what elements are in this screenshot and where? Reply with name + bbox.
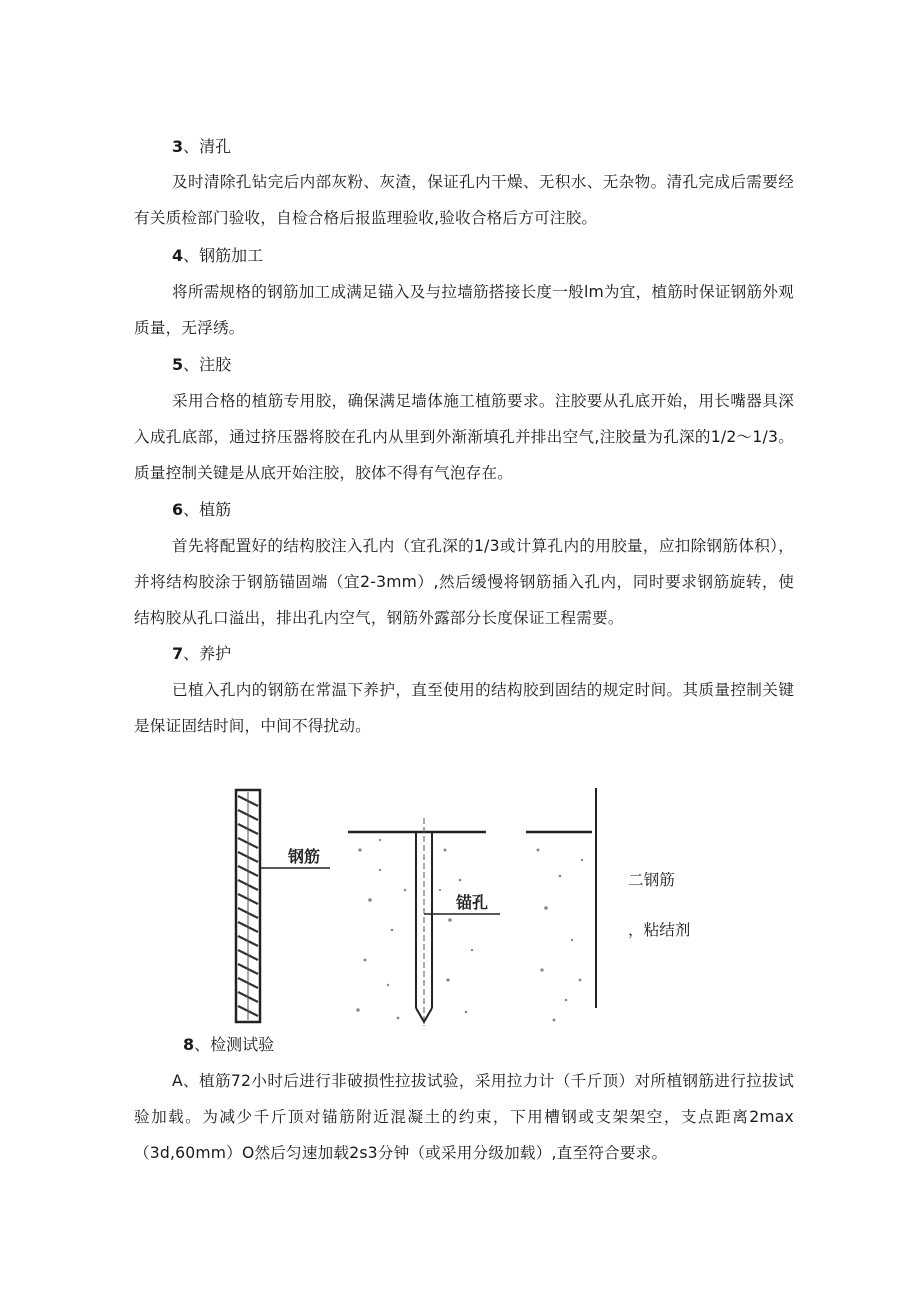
rebar-label: 钢筋 [288, 849, 321, 866]
section-6-text: 首先将配置好的结构胶注入孔内（宜孔深的1/3或计算孔内的用胶量，应扣除钢筋体积），并将结构胶涂于钢筋锚固端（宜2-3mm）,然后缓慢将钢筋插入孔内，同时要求钢筋旋转，使结构胶从孔口溢出，排出孔内空气，钢筋外露部分长度保证工程需要。 [134, 537, 794, 627]
section-3-text: 及时清除孔钻完后内部灰粉、灰渣，保证孔内干燥、无积水、无杂物。清孔完成后需要经有关质检部门验收，自检合格后报监理验收,验收合格后方可注胶。 [134, 173, 794, 227]
concrete-with-rebar [526, 788, 596, 1022]
section-5-text: 采用合格的植筋专用胶，确保满足墙体施工植筋要求。注胶要从孔底开始，用长嘴器具深入成孔底部，通过挤压器将胶在孔内从里到外渐渐填孔并排出空气,注胶量为孔深的1/2〜1/3。质量控制关键是从底开始注胶，胶体不得有气泡存在。 [134, 392, 794, 482]
section-4-text: 将所需规格的钢筋加工成满足锚入及与拉墙筋搭接长度一般lm为宜，植筋时保证钢筋外观质量，无浮绣。 [134, 283, 794, 337]
section-3-heading: 3、清孔 [172, 137, 232, 156]
anchor-hole-label: 锚孔 [456, 895, 489, 912]
section-6-heading: 6、植筋 [172, 500, 232, 519]
section-8-heading: 8、检测试验 [183, 1035, 275, 1054]
rebar-drawing [236, 790, 330, 1022]
caption-adhesive: ，粘结剂 [628, 921, 691, 939]
concrete-with-hole [348, 818, 500, 1026]
section-7-heading: 7、养护 [172, 644, 232, 663]
section-4-heading: 4、钢筋加工 [172, 246, 264, 265]
rebar-anchoring-diagram [220, 780, 720, 1040]
section-5-heading: 5、注胶 [172, 355, 232, 374]
section-7-text: 已植入孔内的钢筋在常温下养护，直至使用的结构胶到固结的规定时间。其质量控制关键是保证固结时间，中间不得扰动。 [134, 681, 794, 735]
caption-rebar: 二钢筋 [628, 871, 675, 889]
rebar-anchoring-figure [220, 780, 720, 1040]
section-8-text: A、植筋72小时后进行非破损性拉拔试验，采用拉力计（千斤顶）对所植钢筋进行拉拔试验加载。为减少千斤顶对锚筋附近混凝土的约束，下用槽钢或支架架空，支点距离2max（3d,60mm）O然后匀速加载2s3分钟（或采用分级加载）,直至符合要求。 [134, 1072, 794, 1162]
